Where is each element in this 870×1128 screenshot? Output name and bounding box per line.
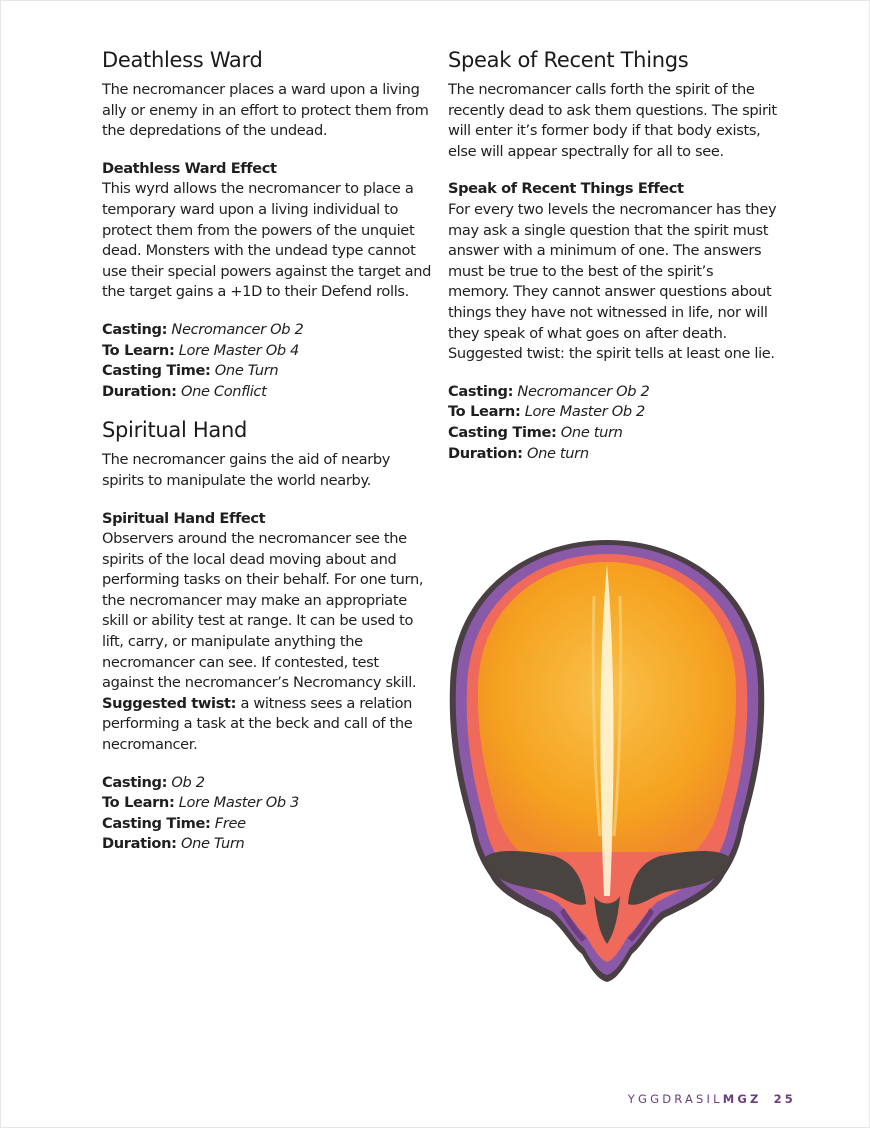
stat-to-learn: To Learn: Lore Master Ob 4 [102, 341, 299, 359]
spiritual-hand-effect-heading: Spiritual Hand Effect [102, 509, 266, 527]
spiritual-hand-intro: The necromancer gains the aid of nearby spirits to manipulate the world nearby. [102, 451, 391, 489]
stat-duration: Duration: One Conflict [102, 382, 267, 400]
deathless-ward-title: Deathless Ward [102, 48, 263, 72]
brand-light: YGGDRASIL [627, 1092, 723, 1106]
speak-recent-things-section [448, 46, 778, 464]
stat-casting-time: Casting Time: One turn [448, 423, 623, 441]
deathless-ward-effect-text: This wyrd allows the necromancer to place a temporary ward upon a living individual to protect them from the powers of the unquiet dead. Monsters with the undead type cannot use their special powers against the target and the target gains a +1D to their Defend rolls. [102, 180, 432, 301]
stat-casting: Casting: Necromancer Ob 2 [448, 382, 650, 400]
page-footer [628, 1092, 796, 1106]
speak-recent-things-effect-heading: Speak of Recent Things Effect [448, 180, 684, 198]
stat-duration: Duration: One Turn [102, 835, 245, 853]
right-column [448, 46, 778, 464]
brand-bold: MGZ [722, 1092, 762, 1106]
stat-casting: Casting: Ob 2 [102, 773, 205, 791]
twist-label: Suggested twist: [102, 694, 237, 712]
deathless-ward-intro: The necromancer places a ward upon a living ally or enemy in an effort to protect them from the depredations of the undead. [102, 81, 429, 140]
spiritual-hand-section [102, 416, 432, 855]
spiritual-hand-title: Spiritual Hand [102, 418, 247, 443]
left-column [102, 46, 432, 855]
skull-illustration-icon [444, 536, 770, 986]
deathless-ward-section [102, 46, 432, 402]
speak-recent-things-effect-text: For every two levels the necromancer has they may ask a single question that the spirit must answer with a minimum of one. The answers must be true to the best of the spirit’s memory. They cannot answer questions about things they have not witnessed in life, nor will they speak of what goes on after death. Suggested twist: the spirit tells at least one lie. [448, 200, 777, 363]
spiritual-hand-effect-text: Observers around the necromancer see the spirits of the local dead moving about and performing tasks on their behalf. For one turn, the necromancer may make an appropriate skill or ability test at range. It can be used to lift, carry, or manipulate anything the necromancer can see. If contested, test against the necromancer’s Necromancy skill. Suggested twist: a witness sees a relation performing a task at the beck and call of the necromancer. [102, 530, 424, 754]
stat-to-learn: To Learn: Lore Master Ob 2 [448, 403, 645, 421]
stat-casting-time: Casting Time: Free [102, 814, 246, 832]
twist-text: a witness sees a relation performing a task at the beck and call of the necromancer. [102, 694, 413, 754]
stat-casting: Casting: Necromancer Ob 2 [102, 320, 304, 338]
deathless-ward-effect-heading: Deathless Ward Effect [102, 159, 277, 177]
stat-to-learn: To Learn: Lore Master Ob 3 [102, 794, 299, 812]
speak-recent-things-intro: The necromancer calls forth the spirit of the recently dead to ask them questions. The spirit will enter it’s former body if that body exists, else will appear spectrally for all to see. [448, 81, 777, 160]
stat-duration: Duration: One turn [448, 444, 589, 462]
speak-recent-things-title: Speak of Recent Things [448, 48, 689, 72]
stat-casting-time: Casting Time: One Turn [102, 362, 279, 380]
page-number: 25 [773, 1092, 796, 1106]
